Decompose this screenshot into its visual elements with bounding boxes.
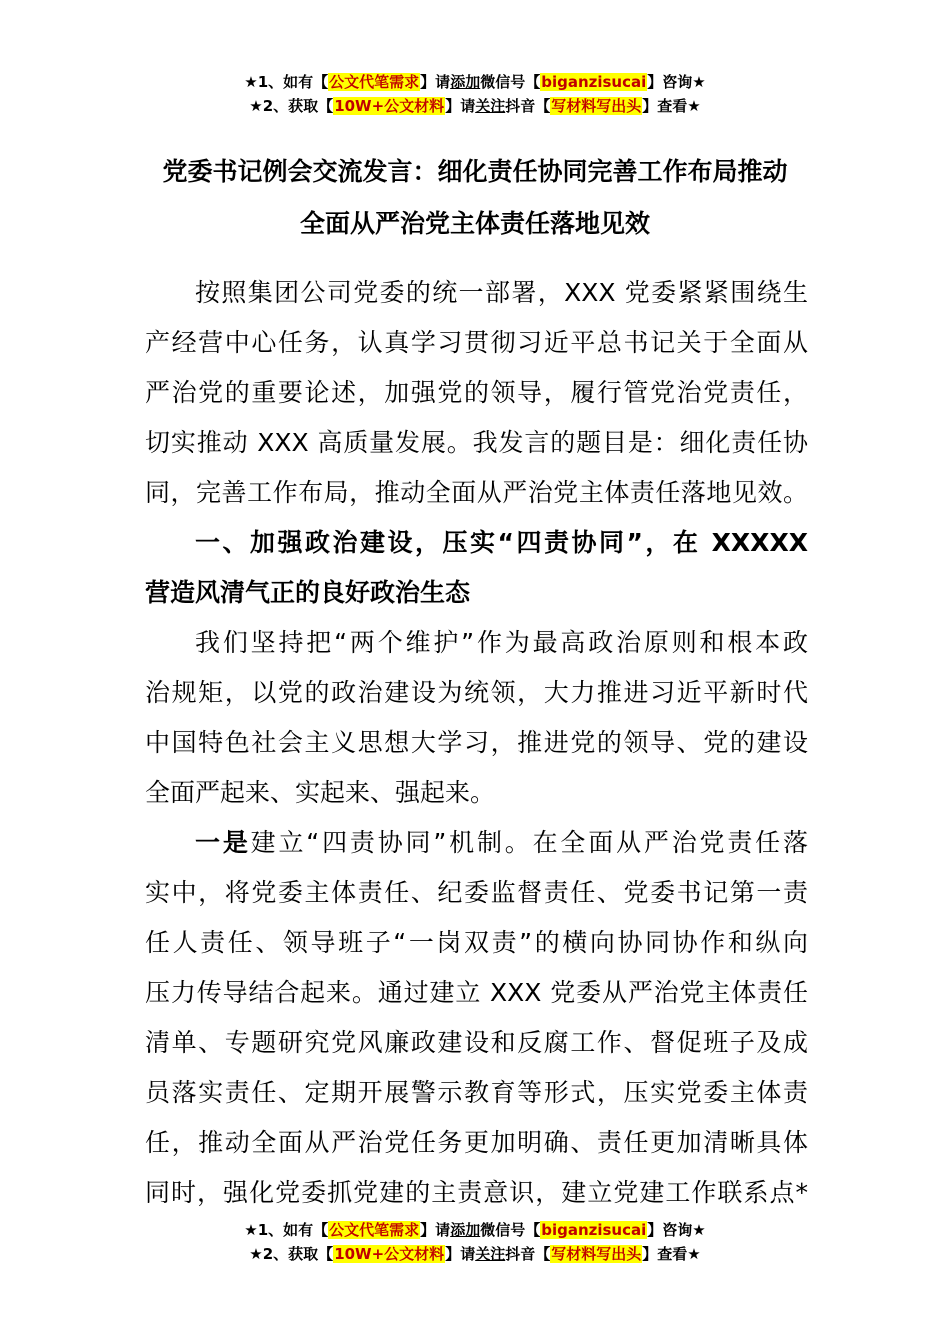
document-title [140, 146, 810, 250]
paragraph-line: 任人责任、领导班子“一岗双责”的横向协同协作和纵向 [145, 928, 808, 957]
promo-highlight: 10W+公文材料 [334, 1245, 445, 1263]
promo-text: 】查看★ [642, 97, 701, 115]
paragraph-line: 清单、专题研究党风廉政建设和反腐工作、督促班子及成 [145, 1028, 808, 1057]
paragraph-line: 同，完善工作布局，推动全面从严治党主体责任落地见效。 [145, 478, 808, 507]
paragraph-line: 实中，将党委主体责任、纪委监督责任、党委书记第一责 [145, 878, 808, 907]
bottom-promo-banner [0, 1218, 950, 1266]
title-line-2: 全面从严治党主体责任落地见效 [299, 209, 650, 238]
douyin-id: 写材料写出头 [551, 1245, 642, 1263]
wechat-id: biganzisucai [541, 1221, 647, 1239]
promo-underlined: 关注 [475, 97, 506, 115]
promo-text: 】咨询★ [647, 1221, 706, 1239]
promo-line-1 [0, 70, 950, 94]
promo-text: 】请 [445, 97, 476, 115]
paragraph-line: 任，推动全面从严治党任务更加明确、责任更加清晰具体 [145, 1128, 808, 1157]
paragraph-line: 员落实责任、定期开展警示教育等形式，压实党委主体责 [145, 1078, 808, 1107]
wechat-id: biganzisucai [541, 73, 647, 91]
promo-text: 】查看★ [642, 1245, 701, 1263]
promo-underlined: 添加 [450, 1221, 481, 1239]
promo-text: 微信号【 [480, 73, 541, 91]
promo-highlight: 公文代笔需求 [329, 1221, 420, 1239]
promo-text: ★2、获取【 [249, 97, 334, 115]
paragraph-line [145, 818, 808, 868]
promo-highlight: 公文代笔需求 [329, 73, 420, 91]
paragraph-line: 按照集团公司党委的统一部署，XXX 党委紧紧围绕生 [195, 278, 808, 307]
paragraph-line: 我们坚持把“两个维护”作为最高政治原则和根本政 [195, 628, 808, 657]
top-promo-banner [0, 70, 950, 118]
section-heading: 营造风清气正的良好政治生态 [145, 578, 471, 607]
promo-text: ★1、如有【 [244, 1221, 329, 1239]
promo-text: 微信号【 [480, 1221, 541, 1239]
paragraph-line: 全面严起来、实起来、强起来。 [145, 778, 496, 807]
section-heading: 一、加强政治建设，压实“四责协同”，在 XXXXX [195, 528, 808, 557]
promo-text: 】请 [420, 1221, 451, 1239]
promo-text: ★1、如有【 [244, 73, 329, 91]
paragraph-line: 治规矩，以党的政治建设为统领，大力推进习近平新时代 [145, 678, 808, 707]
promo-text: 抖音【 [505, 1245, 551, 1263]
promo-line-2 [0, 1242, 950, 1266]
douyin-id: 写材料写出头 [551, 97, 642, 115]
paragraph-line: 中国特色社会主义思想大学习，推进党的领导、党的建设 [145, 728, 808, 757]
promo-text: ★2、获取【 [249, 1245, 334, 1263]
paragraph-line: 严治党的重要论述，加强党的领导，履行管党治党责任， [145, 378, 808, 407]
promo-underlined: 关注 [475, 1245, 506, 1263]
paragraph-line: 产经营中心任务，认真学习贯彻习近平总书记关于全面从 [145, 328, 808, 357]
paragraph-text: 建立“四责协同”机制。在全面从严治党责任落 [250, 828, 808, 857]
promo-underlined: 添加 [450, 73, 481, 91]
promo-text: 】咨询★ [647, 73, 706, 91]
promo-text: 抖音【 [505, 97, 551, 115]
promo-highlight: 10W+公文材料 [334, 97, 445, 115]
paragraph-lead: 一是 [195, 828, 251, 857]
promo-text: 】请 [420, 73, 451, 91]
paragraph-line: 同时，强化党委抓党建的主责意识，建立党建工作联系点* [145, 1178, 808, 1207]
document-body [145, 268, 808, 1218]
promo-text: 】请 [445, 1245, 476, 1263]
promo-line-2 [0, 94, 950, 118]
paragraph-line: 压力传导结合起来。通过建立 XXX 党委从严治党主体责任 [145, 978, 808, 1007]
title-line-1: 党委书记例会交流发言：细化责任协同完善工作布局推动 [162, 157, 788, 186]
promo-line-1 [0, 1218, 950, 1242]
paragraph-line: 切实推动 XXX 高质量发展。我发言的题目是：细化责任协 [145, 428, 808, 457]
